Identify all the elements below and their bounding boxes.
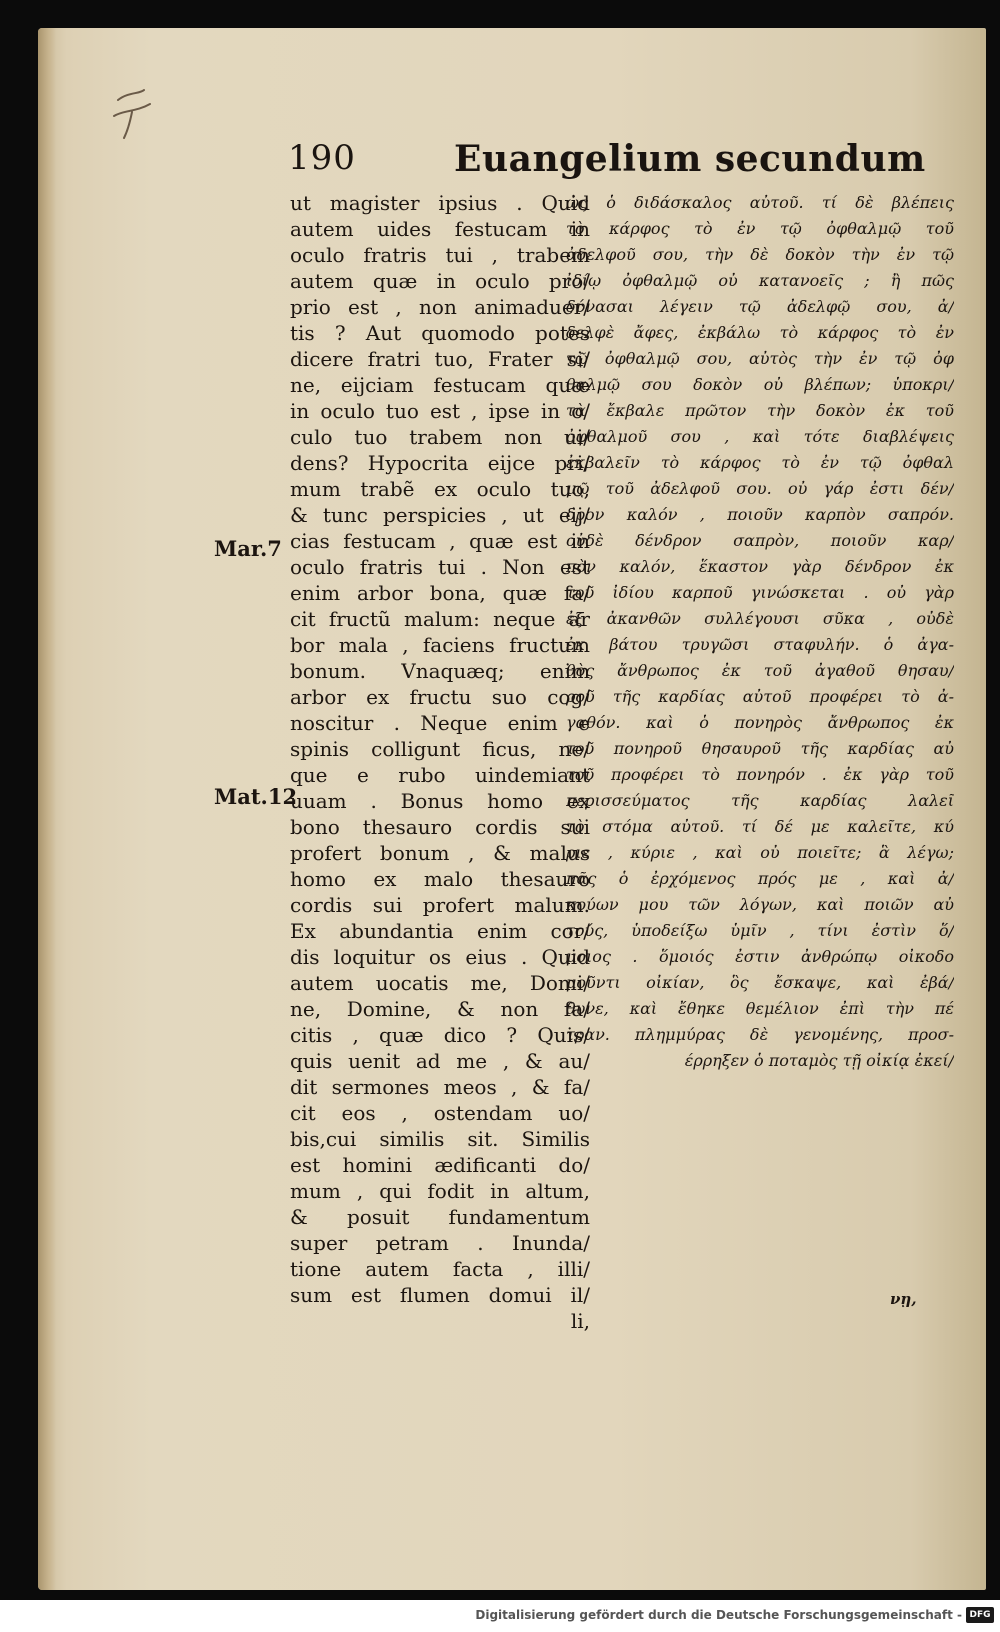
latin-text-line: cordis sui profert malum.	[290, 893, 590, 917]
greek-text-line: δύνασαι λέγειν τῷ ἀδελφῷ σου, ἀ/	[566, 297, 954, 316]
latin-text-line: ne, eijciam festucam quæ	[290, 373, 590, 397]
latin-text-line: homo ex malo thesauro	[290, 867, 590, 891]
latin-text-line: bor mala , faciens fructum	[290, 633, 590, 657]
latin-text-line: sum est flumen domui il/	[290, 1283, 590, 1307]
latin-text-line: enim arbor bona, quæ fa/	[290, 581, 590, 605]
dfg-logo: DFG	[966, 1607, 994, 1623]
footer-credit-text: Digitalisierung gefördert durch die Deutsche Forschungsgemeinschaft -	[475, 1608, 962, 1622]
greek-text-line: ἐκ βάτου τρυγῶσι σταφυλήν. ὁ ἀγα-	[566, 635, 954, 654]
greek-text-line: τραν. πλημμύρας δὲ γενομένης, προσ-	[566, 1025, 954, 1044]
greek-text-line: πᾶς ὁ ἐρχόμενος πρός με , καὶ ἀ/	[566, 869, 954, 888]
greek-text-line: κούων μου τῶν λόγων, καὶ ποιῶν αὐ	[566, 895, 954, 914]
latin-text-line: bono thesauro cordis sui	[290, 815, 590, 839]
running-title: Euangelium secundum	[454, 138, 926, 180]
latin-text-line: ne, Domine, & non fa/	[290, 997, 590, 1021]
latin-text-line: & posuit fundamentum	[290, 1205, 590, 1229]
latin-text-line: tis ? Aut quomodo potes	[290, 321, 590, 345]
latin-text-line: ut magister ipsius . Quid	[290, 191, 590, 215]
greek-text-line: ριε , κύριε , καὶ οὐ ποιεῖτε; ἃ λέγω;	[566, 843, 954, 862]
latin-text-line: citis , quæ dico ? Quis/	[290, 1023, 590, 1047]
latin-text-line: culo tuo trabem non ui/	[290, 425, 590, 449]
greek-text-line: ὀφθαλμοῦ σου , καὶ τότε διαβλέψεις	[566, 427, 954, 446]
latin-text-line: prio est , non animaduer/	[290, 295, 590, 319]
latin-text-line: dens? Hypocrita eijce pri/	[290, 451, 590, 475]
latin-text-line: cit fructũ malum: neque ar	[290, 607, 590, 631]
greek-text-line: τὸ στόμα αὐτοῦ. τί δέ με καλεῖτε, κύ	[566, 817, 954, 836]
latin-text-line: & tunc perspicies , ut eij/	[290, 503, 590, 527]
greek-text-line: τὸ κάρφος τὸ ἐν τῷ ὀφθαλμῷ τοῦ	[566, 219, 954, 238]
latin-text-line: uuam . Bonus homo ex	[290, 789, 590, 813]
latin-text-line: dicere fratri tuo, Frater si/	[290, 347, 590, 371]
greek-text-line: έρρηξεν ὁ ποταμὸς τῇ οἰκίᾳ ἐκεί/	[684, 1051, 954, 1070]
latin-text-line: li,	[570, 1309, 590, 1333]
latin-text-line: bis,cui similis sit. Similis	[290, 1127, 590, 1151]
margin-note-mat-12: Mat.12	[214, 784, 298, 809]
greek-text-line: ἐξ ἀκανθῶν συλλέγουσι σῦκα , οὐδὲ	[566, 609, 954, 628]
greek-text-column	[566, 190, 954, 1074]
latin-text-line: cit eos , ostendam uo/	[290, 1101, 590, 1125]
greek-text-line: τούς, ὑποδείξω ὑμῖν , τίνι ἐστὶν ὅ/	[566, 921, 954, 940]
greek-text-line: ἰδίῳ ὀφθαλμῷ οὐ κατανοεῖς ; ἢ πῶς	[566, 271, 954, 290]
greek-text-line: τῷ ὀφθαλμῷ σου, αὐτὸς τὴν ἐν τῷ ὀφ	[566, 349, 954, 368]
latin-text-line: arbor ex fructu suo cog/	[290, 685, 590, 709]
latin-text-line: oculo fratris tui . Non est	[290, 555, 590, 579]
greek-text-line: τοῦ προφέρει τὸ πονηρόν . ἐκ γὰρ τοῦ	[566, 765, 954, 784]
book-page	[38, 28, 986, 1590]
latin-text-line: Ex abundantia enim cor/	[290, 919, 590, 943]
ink-scribble-mark	[110, 82, 160, 142]
greek-text-line: μοῦντι οἰκίαν, ὃς ἔσκαψε, καὶ ἐβά/	[566, 973, 954, 992]
latin-text-line: mum trabẽ ex oculo tuo,	[290, 477, 590, 501]
latin-text-line: autem uocatis me, Domi/	[290, 971, 590, 995]
latin-text-line: est homini ædificanti do/	[290, 1153, 590, 1177]
digitization-footer	[0, 1600, 1000, 1632]
greek-text-line: τοῦ ἰδίου καρποῦ γινώσκεται . οὐ γὰρ	[566, 583, 954, 602]
greek-text-line: μῷ τοῦ ἀδελφοῦ σου. οὐ γάρ ἐστι δέν/	[566, 479, 954, 498]
greek-text-line: δελφὲ ἄφες, ἐκβάλω τὸ κάρφος τὸ ἐν	[566, 323, 954, 342]
greek-text-line: θυνε, καὶ ἔθηκε θεμέλιον ἐπὶ τὴν πέ	[566, 999, 954, 1018]
latin-text-line: tione autem facta , illi/	[290, 1257, 590, 1281]
page-number: 190	[288, 138, 356, 178]
latin-text-line: bonum. Vnaquæq; enim	[290, 659, 590, 683]
latin-text-column	[290, 190, 590, 1334]
greek-text-line: μοιος . ὅμοιός ἐστιν ἀνθρώπῳ οἰκοδο	[566, 947, 954, 966]
greek-text-line: οὐδὲ δένδρον σαπρὸν, ποιοῦν καρ/	[566, 531, 954, 550]
greek-text-line: ἀδελφοῦ σου, τὴν δὲ δοκὸν τὴν ἐν τῷ	[566, 245, 954, 264]
greek-text-line: δρον καλόν , ποιοῦν καρπὸν σαπρόν.	[566, 505, 954, 524]
greek-text-line: πὸν καλόν, ἕκαστον γὰρ δένδρον ἐκ	[566, 557, 954, 576]
latin-text-line: autem uides festucam in	[290, 217, 590, 241]
greek-text-line: ροῦ τῆς καρδίας αὐτοῦ προφέρει τὸ ἀ-	[566, 687, 954, 706]
latin-text-line: oculo fratris tui , trabem	[290, 243, 590, 267]
greek-text-line: περισσεύματος τῆς καρδίας λαλεῖ	[566, 791, 954, 810]
latin-text-line: noscitur . Neque enim e	[290, 711, 590, 735]
greek-text-line: ὡς ὁ διδάσκαλος αὐτοῦ. τί δὲ βλέπεις	[566, 193, 954, 212]
latin-text-line: super petram . Inunda/	[290, 1231, 590, 1255]
greek-text-line: ἐκβαλεῖν τὸ κάρφος τὸ ἐν τῷ ὀφθαλ	[566, 453, 954, 472]
greek-text-line: τὰ ἔκβαλε πρῶτον τὴν δοκὸν ἐκ τοῦ	[566, 401, 954, 420]
greek-text-line: τοῦ πονηροῦ θησαυροῦ τῆς καρδίας αὐ	[566, 739, 954, 758]
page-gutter-shadow	[38, 28, 56, 1590]
latin-text-line: profert bonum , & malus	[290, 841, 590, 865]
margin-note-mar-7: Mar.7	[214, 536, 282, 561]
latin-text-line: spinis colligunt ficus, ne/	[290, 737, 590, 761]
greek-text-line: θὸς ἄνθρωπος ἐκ τοῦ ἀγαθοῦ θησαυ/	[566, 661, 954, 680]
latin-text-line: mum , qui fodit in altum,	[290, 1179, 590, 1203]
greek-text-line: γαθόν. καὶ ὁ πονηρὸς ἄνθρωπος ἐκ	[566, 713, 954, 732]
latin-text-line: dis loquitur os eius . Quid	[290, 945, 590, 969]
latin-text-line: autem quæ in oculo pro/	[290, 269, 590, 293]
catchword: νῃ,	[890, 1290, 917, 1308]
latin-text-line: in oculo tuo est , ipse in o/	[290, 399, 590, 423]
latin-text-line: que e rubo uindemiant	[290, 763, 590, 787]
latin-text-line: cias festucam , quæ est in	[290, 529, 590, 553]
greek-text-line: θαλμῷ σου δοκὸν οὐ βλέπων; ὑποκρι/	[566, 375, 954, 394]
latin-text-line: quis uenit ad me , & au/	[290, 1049, 590, 1073]
latin-text-line: dit sermones meos , & fa/	[290, 1075, 590, 1099]
